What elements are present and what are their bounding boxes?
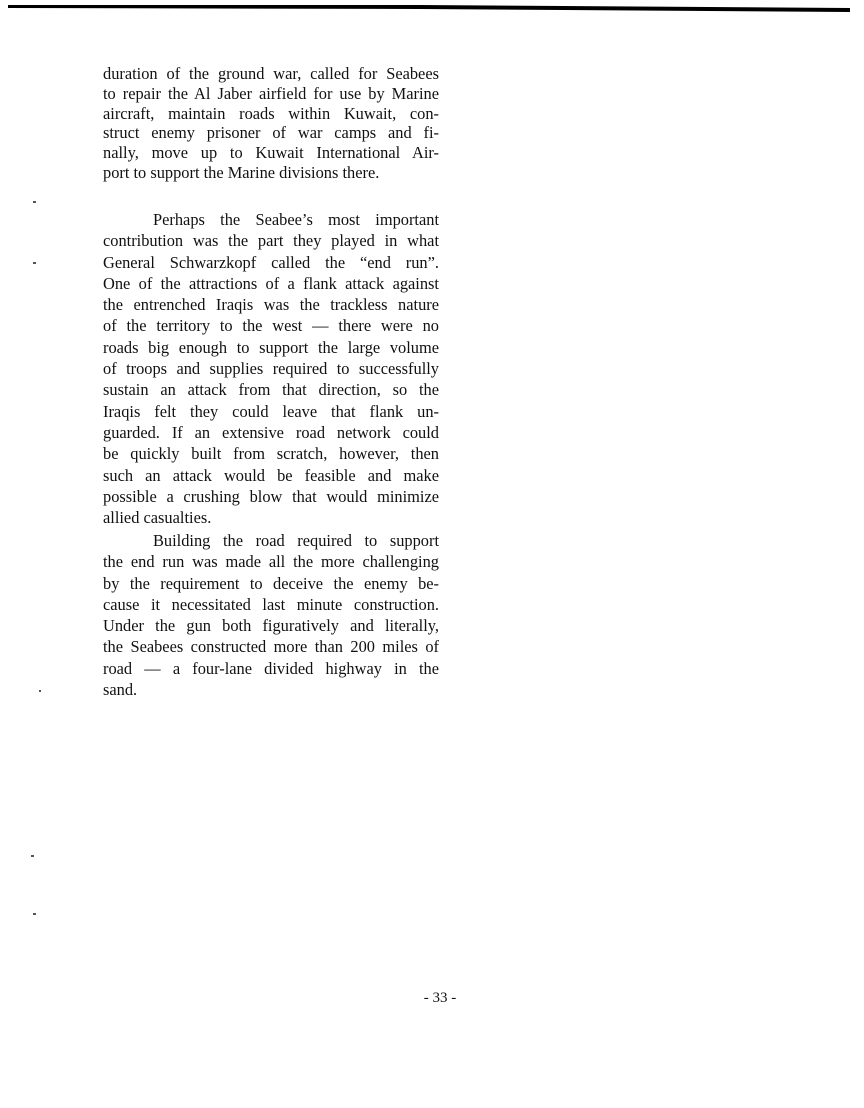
text-line: General Schwarzkopf called the “end run”. <box>103 252 439 272</box>
text-line: nally, move up to Kuwait International Air- <box>103 143 439 163</box>
scan-speck <box>31 855 34 857</box>
text-line: of troops and supplies required to successfully <box>103 359 439 379</box>
text-line: cause it necessitated last minute construction. <box>103 594 439 614</box>
text-line: the Seabees constructed more than 200 miles of <box>103 637 439 657</box>
text-line: duration of the ground war, called for Seabees <box>103 64 439 83</box>
scan-speck <box>33 201 36 203</box>
text-line: Perhaps the Seabee’s most important <box>153 210 439 229</box>
text-line: contribution was the part they played in what <box>103 231 439 251</box>
scan-speck <box>33 262 36 264</box>
text-line: of the territory to the west — there were no <box>103 316 439 336</box>
scan-edge-bar <box>0 0 864 16</box>
paragraph-2 <box>103 210 439 529</box>
text-line: Building the road required to support <box>153 531 439 550</box>
text-line: One of the attractions of a flank attack against <box>103 273 439 293</box>
text-line: to repair the Al Jaber airfield for use by Marine <box>103 83 439 103</box>
scan-speck <box>39 690 41 692</box>
scan-speck <box>33 913 36 915</box>
text-line: such an attack would be feasible and make <box>103 465 439 485</box>
text-line: aircraft, maintain roads within Kuwait, con- <box>103 103 439 123</box>
text-line: Iraqis felt they could leave that flank un- <box>103 401 439 421</box>
text-line: guarded. If an extensive road network could <box>103 422 439 442</box>
page-number: - 33 - <box>423 990 457 1006</box>
paragraph-1 <box>103 64 439 183</box>
text-line: be quickly built from scratch, however, then <box>103 444 439 464</box>
text-line: sustain an attack from that direction, so the <box>103 380 439 400</box>
text-line: sand. <box>103 680 138 700</box>
text-line: possible a crushing blow that would minimize <box>103 486 439 506</box>
text-line: roads big enough to support the large volume <box>103 337 439 357</box>
text-line: allied casualties. <box>103 508 212 528</box>
text-line: by the requirement to deceive the enemy be- <box>103 573 439 593</box>
text-line: Under the gun both figuratively and literally, <box>103 616 439 636</box>
text-line: port to support the Marine divisions there. <box>103 162 380 182</box>
paragraph-3 <box>103 531 439 701</box>
text-line: struct enemy prisoner of war camps and fi- <box>103 123 439 143</box>
text-line: road — a four-lane divided highway in the <box>103 658 439 678</box>
text-line: the entrenched Iraqis was the trackless nature <box>103 295 439 315</box>
text-line: the end run was made all the more challenging <box>103 552 439 572</box>
